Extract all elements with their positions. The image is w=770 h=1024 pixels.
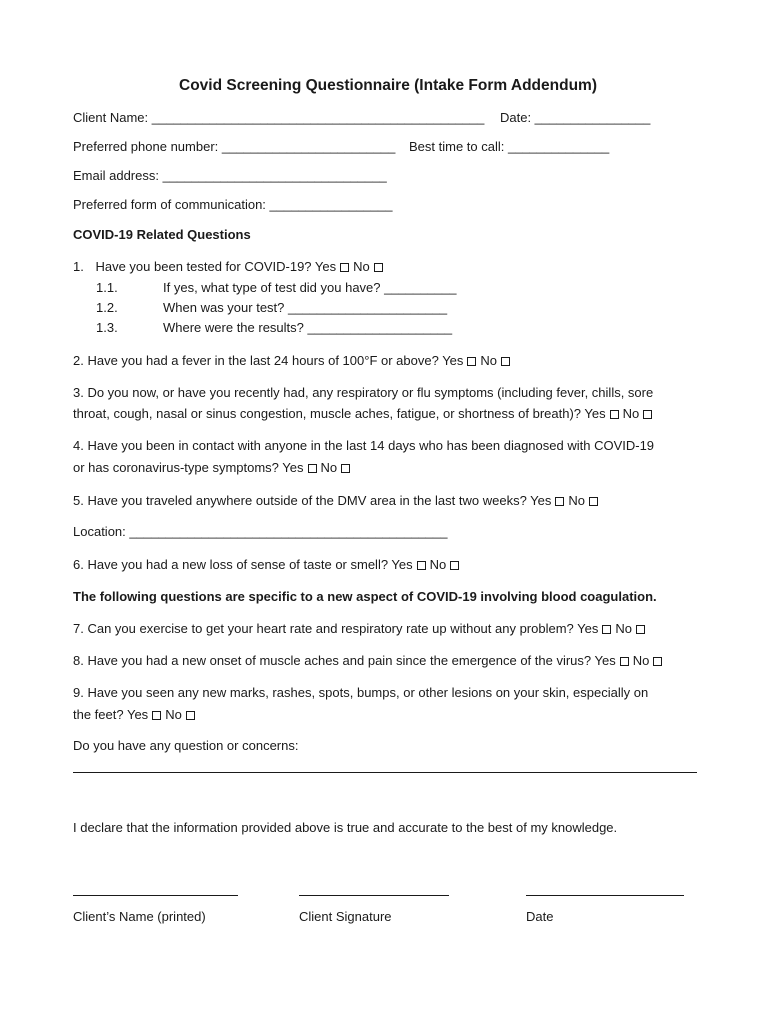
no-checkbox[interactable] (653, 657, 662, 666)
question-3-line-2 (73, 406, 656, 422)
no-label: No (429, 557, 447, 572)
question-text: 8. Have you had a new onset of muscle aches and pain since the emergence of the virus? Yes (73, 653, 616, 668)
yes-checkbox[interactable] (555, 497, 564, 506)
sub-question-number: 1.3. (96, 320, 118, 335)
question-9-line-2 (73, 707, 199, 723)
question-5 (73, 493, 602, 509)
no-checkbox[interactable] (341, 464, 350, 473)
question-8 (73, 653, 666, 669)
no-checkbox[interactable] (186, 711, 195, 720)
question-2 (73, 353, 514, 369)
no-checkbox[interactable] (501, 357, 510, 366)
question-text: Have you been tested for COVID-19? Yes (95, 259, 337, 274)
no-label: No (622, 406, 640, 421)
question-1 (73, 259, 387, 275)
section-heading: COVID-19 Related Questions (73, 227, 251, 242)
yes-checkbox[interactable] (417, 561, 426, 570)
question-3-line-1: 3. Do you now, or have you recently had, any respiratory or flu symptoms (including fever, chills, sore (73, 385, 654, 400)
no-checkbox[interactable] (643, 410, 652, 419)
yes-checkbox[interactable] (152, 711, 161, 720)
yes-checkbox[interactable] (602, 625, 611, 634)
yes-checkbox[interactable] (308, 464, 317, 473)
question-text: 6. Have you had a new loss of sense of taste or smell? Yes (73, 557, 413, 572)
no-label: No (615, 621, 632, 636)
no-label: No (568, 493, 586, 508)
no-label: No (480, 353, 498, 368)
sub-question-test-type[interactable]: If yes, what type of test did you have? __________ (163, 280, 457, 295)
yes-checkbox[interactable] (467, 357, 476, 366)
yes-checkbox[interactable] (340, 263, 349, 272)
concerns-label: Do you have any question or concerns: (73, 738, 299, 753)
no-checkbox[interactable] (374, 263, 383, 272)
declaration-text: I declare that the information provided above is true and accurate to the best of my knowledge. (73, 820, 618, 835)
question-text: 7. Can you exercise to get your heart rate and respiratory rate up without any problem? Yes (73, 621, 599, 636)
question-6 (73, 557, 463, 573)
form-title: Covid Screening Questionnaire (Intake Form Addendum) (179, 77, 597, 94)
phone-field[interactable]: Preferred phone number: ________________________ (73, 139, 396, 154)
no-checkbox[interactable] (450, 561, 459, 570)
sub-question-number: 1.2. (96, 300, 118, 315)
no-label: No (353, 259, 370, 274)
question-7 (73, 621, 649, 637)
question-text: 5. Have you traveled anywhere outside of the DMV area in the last two weeks? Yes (73, 493, 552, 508)
email-field[interactable]: Email address: _______________________________ (73, 168, 387, 183)
date-label: Date (526, 909, 554, 924)
no-checkbox[interactable] (589, 497, 598, 506)
date-field[interactable]: Date: ________________ (500, 110, 651, 125)
client-name-printed-label: Client’s Name (printed) (73, 909, 206, 924)
client-signature-label: Client Signature (299, 909, 392, 924)
sub-question-number: 1.1. (96, 280, 118, 295)
concerns-answer-line[interactable] (73, 772, 697, 773)
question-4-line-2 (73, 460, 354, 476)
no-checkbox[interactable] (636, 625, 645, 634)
sub-question-test-date[interactable]: When was your test? ______________________ (163, 300, 448, 315)
best-time-field[interactable]: Best time to call: ______________ (409, 139, 610, 154)
no-label: No (165, 707, 182, 722)
question-text: throat, cough, nasal or sinus congestion, muscle aches, fatigue, or shortness of breath)? Yes (73, 406, 606, 421)
client-signature-line[interactable] (299, 895, 449, 896)
client-name-signature-line[interactable] (73, 895, 238, 896)
no-label: No (320, 460, 338, 475)
question-4-line-1: 4. Have you been in contact with anyone in the last 14 days who has been diagnosed with COVID-19 (73, 438, 655, 453)
question-9-line-1: 9. Have you seen any new marks, rashes, spots, bumps, or other lesions on your skin, especially on (73, 685, 649, 700)
communication-field[interactable]: Preferred form of communication: _________________ (73, 197, 393, 212)
question-text: 2. Have you had a fever in the last 24 hours of 100°F or above? Yes (73, 353, 464, 368)
location-field[interactable]: Location: ____________________________________________ (73, 524, 448, 539)
question-text: or has coronavirus-type symptoms? Yes (73, 460, 304, 475)
client-name-field[interactable]: Client Name: ______________________________________________ (73, 110, 485, 125)
question-number: 1. (73, 259, 84, 274)
date-signature-line[interactable] (526, 895, 684, 896)
sub-question-results[interactable]: Where were the results? ____________________ (163, 320, 453, 335)
yes-checkbox[interactable] (620, 657, 629, 666)
no-label: No (632, 653, 650, 668)
coagulation-heading: The following questions are specific to a new aspect of COVID-19 involving blood coagulation. (73, 589, 657, 604)
yes-checkbox[interactable] (610, 410, 619, 419)
question-text: the feet? Yes (73, 707, 149, 722)
